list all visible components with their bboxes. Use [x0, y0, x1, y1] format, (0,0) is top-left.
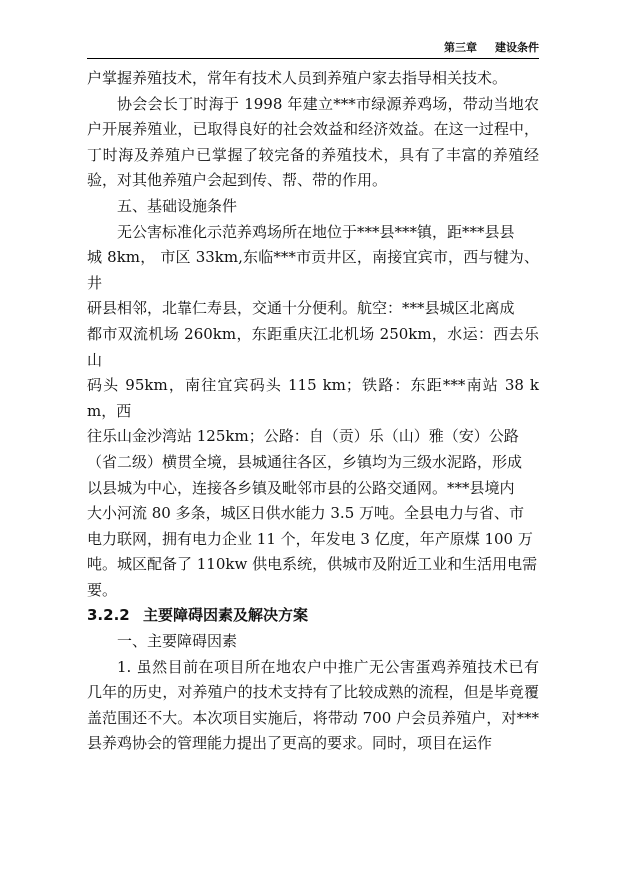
- text-line: 码头 95km，南往宜宾码头 115 km；铁路：东距***南站 38 km，西: [87, 376, 539, 420]
- location-paragraph: [87, 220, 539, 604]
- text-line: 研县相邻，北靠仁寿县，交通十分便利。航空：***县城区北离成: [87, 299, 515, 318]
- numbered-item: 1. 虽然目前在项目所在地农户中推广无公害蛋鸡养殖技术已有几年的历史，对养殖户的技术支持有了比较成熟的流程，但是毕竟覆盖范围还不大。本次项目实施后，将带动 700 户会员养殖户，对***县养鸡协会的管理能力提出了更高的要求。同时，项目在运作: [87, 657, 539, 753]
- text-line: 大小河流 80 多条，城区日供水能力 3.5 万吨。全县电力与省、市: [87, 504, 525, 523]
- text-line: 无公害标准化示范养鸡场所在地位于***县***镇，距***县县: [117, 222, 515, 241]
- section-title: 主要障碍因素及解决方案: [143, 606, 309, 625]
- text-line: 以县城为中心，连接各乡镇及毗邻市县的公路交通网。***县境内: [87, 478, 515, 497]
- text-line: （省二级）横贯全境，县城通往各区，乡镇均为三级水泥路，形成: [87, 452, 523, 471]
- paragraph: 户掌握养殖技术，常年有技术人员到养殖户家去指导相关技术。: [87, 69, 508, 87]
- text-line: 电力联网，拥有电力企业 11 个，年发电 3 亿度，年产原煤 100 万: [87, 529, 533, 548]
- chapter-label: 第三章: [444, 41, 477, 54]
- section-label: 建设条件: [495, 41, 539, 54]
- text-line: 要。: [87, 580, 118, 599]
- section-number: 3.2.2: [87, 606, 130, 625]
- section-heading: [87, 603, 539, 629]
- paragraph: 协会会长丁时海于 1998 年建立***市绿源养鸡场，带动当地农户开展养殖业，已取得良好的社会效益和经济效益。在这一过程中，丁时海及养殖户已掌握了较完备的养殖技术，具有了丰富的养殖经验，对其他养殖户会起到传、帮、带的作用。: [87, 94, 539, 190]
- subsection-heading: 一、主要障碍因素: [117, 632, 238, 651]
- text-line: 都市双流机场 260km，东距重庆江北机场 250km，水运：西去乐山: [87, 324, 539, 369]
- text-line: 城 8km， 市区 33km,东临***市贡井区，南接宜宾市，西与犍为、井: [87, 248, 539, 292]
- text-line: 往乐山金沙湾站 125km；公路：自（贡）乐（山）雅（安）公路: [87, 427, 519, 446]
- running-header: [87, 40, 539, 59]
- text-line: 吨。城区配备了 110kw 供电系统，供城市及附近工业和生活用电需: [87, 555, 538, 574]
- body-text: [87, 66, 539, 757]
- subsection-heading: 五、基础设施条件: [117, 196, 238, 215]
